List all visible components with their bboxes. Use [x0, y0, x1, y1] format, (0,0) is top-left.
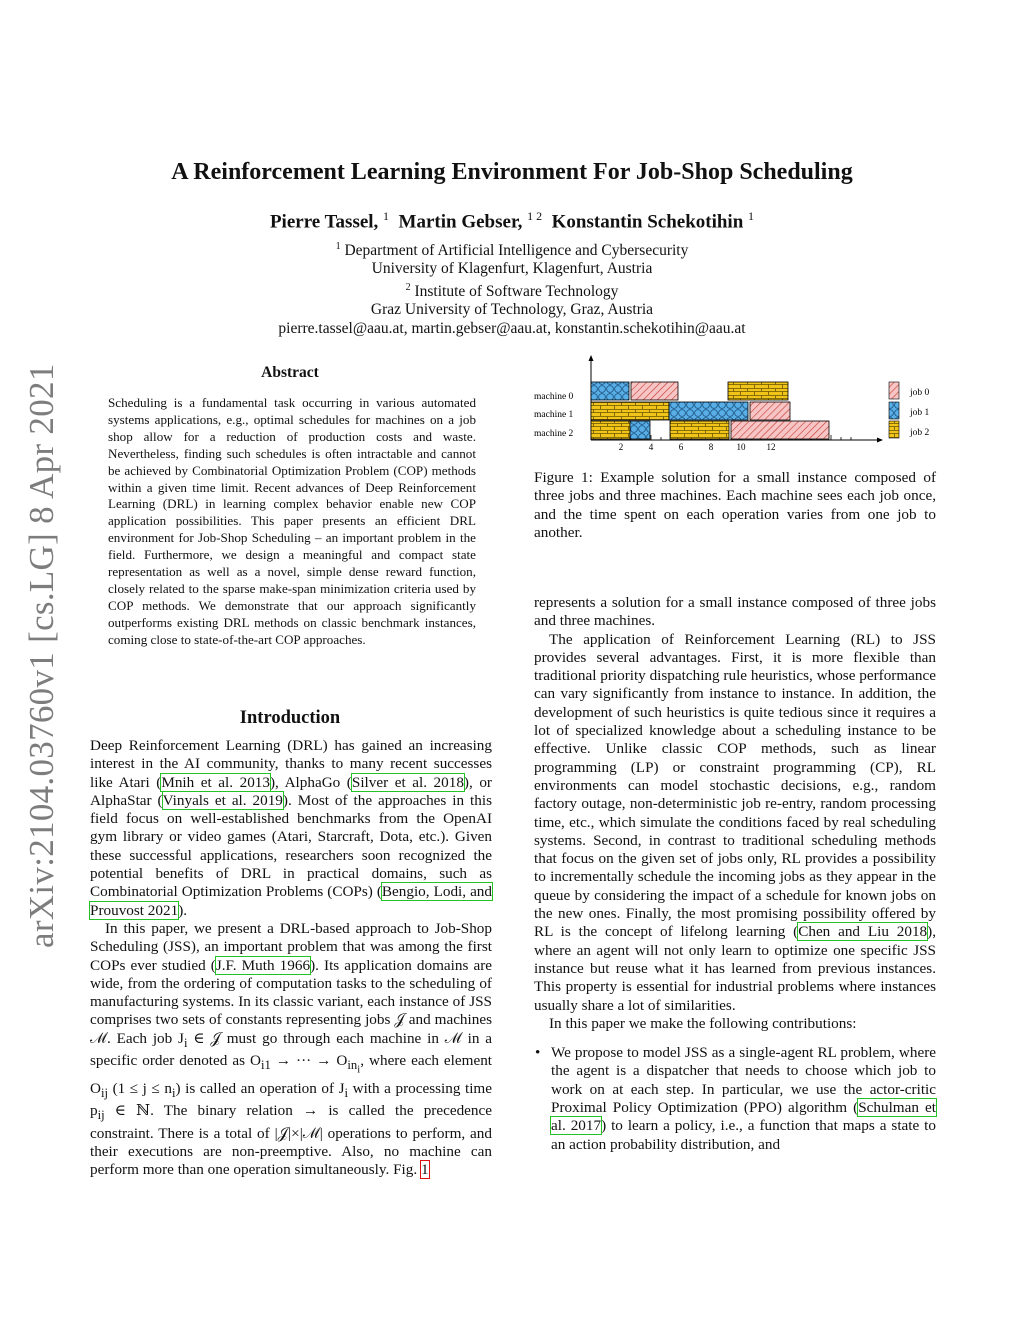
- affiliation-university: University of Klagenfurt, Klagenfurt, Austria: [371, 260, 653, 278]
- figure-1-gantt-chart: [534, 353, 936, 453]
- left-column-body: [90, 737, 492, 1179]
- tick-label-2: 2: [618, 442, 624, 452]
- op-m2-job0-a: [591, 421, 630, 439]
- bullet-icon: •: [535, 1044, 541, 1062]
- op-m1-job0: [591, 402, 669, 420]
- affiliation-number: 2: [405, 281, 411, 293]
- legend-labels: [909, 388, 930, 438]
- affiliations: [0, 238, 1024, 338]
- citation-schulman[interactable]: Schulman et al. 2017: [551, 1099, 936, 1135]
- citation-silver[interactable]: Silver et al. 2018: [351, 773, 464, 791]
- abstract-heading: Abstract: [261, 364, 319, 381]
- intro-paragraph-2: In this paper, we present a DRL-based approach to Job-Shop Scheduling (JSS), an important problem that was among the first COPs ever studied (J.F. Muth 1966). Its application domains are wide, from the ordering of computation tasks to the scheduling of manufacturing systems. In its classic variant, each instance of JSS comprises two sets of constants representing jobs 𝒥 and machines ℳ. Each job $J_i$ ∈ 𝒥 must go through each machine in ℳ in a specific order denoted as $O_{i1}$ → ··· → $O_{in_i}$, where each element $O_{ij}$ $(1 \le j \le n_i)$ is called an operation of $J_i$ with a processing time $p_{ij}$ ∈ ℕ. The binary relation → is called the precedence constraint. There is a total of |𝒥|×|ℳ| operations to perform, and their executions are non-preemptive. Also, no machine can perform more than one operation simultaneously. Fig. 1: [90, 919, 493, 1179]
- contribution-item-1: • We propose to model JSS as a single-agent RL problem, where the agent is a dispatcher that needs to choose which job to work on at each step. In particular, we use the actor-critic Proximal Policy Optimization (PPO) algorithm (Schulman et al. 2017) to learn a policy, i.e., a function that maps a state to an action probability distribution, and: [535, 1044, 936, 1153]
- introduction-heading: Introduction: [239, 708, 341, 728]
- legend-label-job2: job 2: [910, 428, 930, 438]
- legend-swatch-job0: [889, 382, 899, 399]
- right-paragraph-0: represents a solution for a small instance composed of three jobs and three machines.: [534, 594, 936, 630]
- right-column-body: [534, 594, 936, 1154]
- author-emails: pierre.tassel@aau.at, martin.gebser@aau.at, konstantin.schekotihin@aau.at: [278, 319, 746, 337]
- affiliation-department: Department of Artificial Intelligence and Cybersecurity: [344, 242, 689, 260]
- citation-chen[interactable]: Chen and Liu 2018: [798, 923, 928, 941]
- arxiv-identifier: arXiv:2104.03760v1 [cs.LG] 8 Apr 2021: [22, 363, 61, 948]
- citation-muth[interactable]: J.F. Muth 1966: [215, 956, 311, 974]
- author-name: Pierre Tassel,: [269, 211, 379, 233]
- author-name: Martin Gebser,: [398, 211, 523, 233]
- machine-label-2: machine 2: [534, 429, 574, 439]
- tick-label-12: 12: [766, 442, 776, 452]
- op-m1-job2: [750, 402, 790, 420]
- intro-paragraph-1: Deep Reinforcement Learning (DRL) has gained an increasing interest in the AI community, thanks to many recent successes like Atari (Mnih et al. 2013), AlphaGo (Silver et al. 2018), or AlphaStar (Vinyals et al. 2019). Most of the approaches in this field focus on well-established benchmarks from the OpenAI gym library or video games (Atari, Starcraft, Dota, etc.). Given these successful applications, researchers soon recognized the potential benefits of DRL in practical domains, such as Combinatorial Optimization Problems (COPs) (Bengio, Lodi, and Prouvost 2021).: [90, 737, 492, 919]
- legend-swatch-job1: [889, 402, 899, 419]
- tick-label-8: 8: [708, 442, 714, 452]
- legend-label-job1: job 1: [910, 408, 930, 418]
- abstract-text: Scheduling is a fundamental task occurring in various automated systems applications, e.g., optimal schedules for machines on a job shop allow for a reduction of production costs and waste. Nevertheless, finding such schedules is often intractable and cannot be achieved by Combinatorial Optimization Problem (COP) methods within a given time limit. Recent advances of Deep Reinforcement Learning (DRL) in learning complex behavior enable new COP application possibilities. This paper presents an efficient DRL environment for Job-Shop Scheduling – an important problem in the field. Furthermore, we design a meaningful and compact state representation as well as a novel, simple dense reward function, closely related to the sparse make-span minimization criteria used by COP methods. We demonstrate that our approach significantly outperforms existing DRL methods on classic benchmark instances, coming close to state-of-the-art COP approaches.: [108, 395, 476, 647]
- figure-1-reference[interactable]: 1: [420, 1161, 429, 1179]
- paper-title: A Reinforcement Learning Environment For Job-Shop Scheduling: [171, 159, 853, 185]
- tick-label-10: 10: [736, 442, 746, 452]
- x-axis-tick-labels: [619, 442, 776, 452]
- tick-label-6: 6: [678, 442, 684, 452]
- right-paragraph-1: The application of Reinforcement Learning (RL) to JSS provides several advantages. First, it is more flexible than traditional priority dispatching rule heuristics, whose performance can vary significantly from instance to instance. In addition, the development of such heuristics is quite tedious since it requires a lot of specialized knowledge about a scheduling instance to be effective. Unlike classic COP methods, such as linear programming (LP) or constraint programming (CP), RL environments can model stochastic decisions, e.g., random factory outage, non-deterministic job re-entry, random processing time, etc., which simulate the conditions faced by real scheduling systems. Second, in contrast to traditional scheduling methods that focus on the given set of jobs only, RL provides a possibility to incrementally schedule the incoming jobs as they appear in the queue by considering the impact of a schedule for known jobs on the new ones. Finally, the most promising possibility offered by RL is the concept of lifelong learning (Chen and Liu 2018), where an agent will not only learn to optimize one specific JSS instance but reuse what it has learned from previous instances. This property is essential for industrial problems where instances usually share a lot of similarities.: [534, 630, 936, 1014]
- gantt-svg: [534, 353, 936, 453]
- author-name: Konstantin Schekotihin: [551, 211, 744, 233]
- affiliation-university: Graz University of Technology, Graz, Austria: [370, 301, 654, 319]
- op-m1-job1: [669, 402, 748, 420]
- affiliation-number: 1: [335, 241, 341, 252]
- author-affiliation-mark: 1: [383, 209, 390, 223]
- machine-label-1: machine 1: [534, 410, 574, 420]
- author-list: [0, 209, 1024, 233]
- citation-vinyals[interactable]: Vinyals et al. 2019: [162, 791, 283, 809]
- author-affiliation-mark: 1: [748, 209, 755, 223]
- legend-swatch-job2: [889, 421, 899, 438]
- citation-mnih[interactable]: Mnih et al. 2013: [161, 773, 270, 791]
- figure-1-caption: Figure 1: Example solution for a small instance composed of three jobs and three machines. Each machine sees each job once, and the time spent on each operation varies from one job to another.: [534, 469, 936, 541]
- op-m2-job0-b: [670, 421, 729, 439]
- op-m2-job2: [731, 421, 829, 439]
- x-axis-arrow: [877, 438, 883, 443]
- op-m0-job1: [591, 382, 629, 400]
- op-m0-job0: [728, 382, 788, 400]
- citation-bengio[interactable]: Bengio, Lodi, and Prouvost 2021: [90, 883, 492, 919]
- contribution-list: [534, 1044, 936, 1154]
- tick-label-4: 4: [648, 442, 654, 452]
- op-m0-job2: [631, 382, 678, 400]
- author-affiliation-mark: 1 2: [527, 209, 543, 223]
- affiliation-department: Institute of Software Technology: [414, 282, 619, 300]
- right-paragraph-2: In this paper we make the following contributions:: [549, 1014, 857, 1032]
- op-m2-job1: [630, 421, 650, 439]
- machine-label-0: machine 0: [534, 392, 574, 402]
- y-axis-arrow: [589, 355, 594, 361]
- machine-labels: [534, 392, 574, 439]
- legend-label-job0: job 0: [910, 388, 930, 398]
